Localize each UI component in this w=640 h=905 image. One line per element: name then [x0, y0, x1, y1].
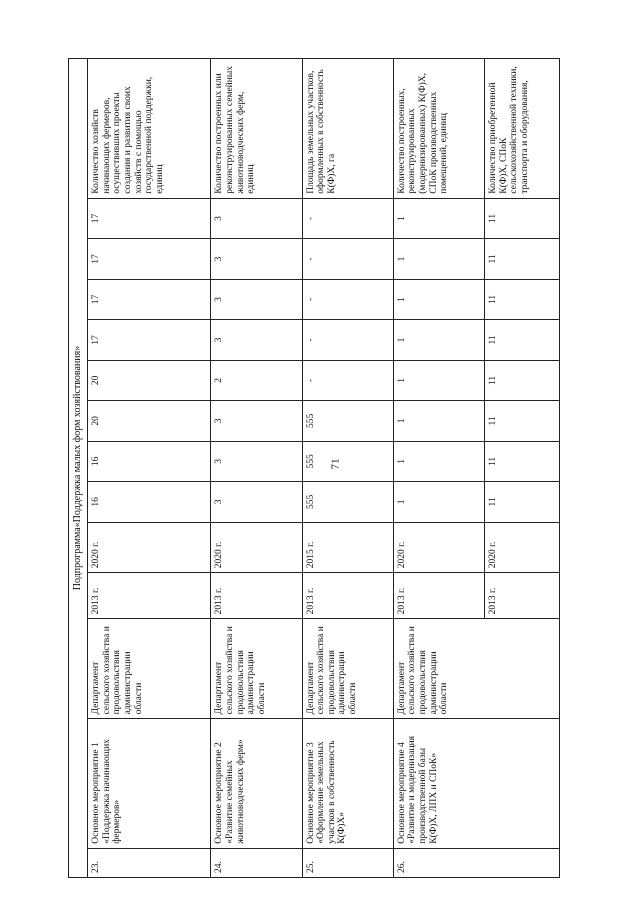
executor: Департамент сельского хозяйства и продовольствия администрации области [88, 619, 211, 719]
event-name: Основное мероприятие 3 «Оформление земельных участков в собственность К(Ф)Х» [302, 719, 393, 848]
executor: Департамент сельского хозяйства и продовольствия администрации области [393, 619, 559, 719]
value-cell: 20 [88, 401, 211, 441]
value-cell: 3 [211, 320, 302, 360]
indicator: Количество построенных, реконструированных (модернизированных) К(Ф)Х, СПоК производственных помещений, единиц [393, 59, 484, 199]
end-year: 2020 г. [484, 522, 559, 573]
value-cell: 555 [302, 401, 393, 441]
start-year: 2013 г. [484, 573, 559, 619]
value-cell: - [302, 239, 393, 279]
event-name: Основное мероприятие 1 «Поддержка начинающих фермеров» [88, 719, 211, 848]
value-cell: 555 [302, 482, 393, 522]
value-cell: 17 [88, 279, 211, 319]
executor: Департамент сельского хозяйства и продовольствия администрации области [302, 619, 393, 719]
value-cell: 3 [211, 401, 302, 441]
end-year: 2020 г. [211, 522, 302, 573]
executor: Департамент сельского хозяйства и продовольствия администрации области [211, 619, 302, 719]
value-cell: 11 [484, 239, 559, 279]
start-year: 2013 г. [211, 573, 302, 619]
value-cell: 11 [484, 441, 559, 481]
indicator: Площадь земельных участков, оформленных в собственность К(Ф)Х, га [302, 59, 393, 199]
value-cell: 11 [484, 360, 559, 400]
indicator: Количество построенных или реконструированных семейных животноводческих ферм, единиц [211, 59, 302, 199]
row-number: 25. [302, 848, 393, 877]
indicator: Количество приобретенной К(Ф)Х, СПоК сельскохозяйственной техники, транспорта и оборудования, [484, 59, 559, 199]
table-row [211, 59, 302, 878]
event-name: Основное мероприятие 2 «Развитие семейных животноводческих ферм» [211, 719, 302, 848]
value-cell: 16 [88, 441, 211, 481]
subprogram-table [68, 58, 560, 878]
row-number: 24. [211, 848, 302, 877]
value-cell: 17 [88, 198, 211, 238]
value-cell: 11 [484, 401, 559, 441]
value-cell: - [302, 320, 393, 360]
table-row [302, 59, 393, 878]
value-cell: 3 [211, 198, 302, 238]
start-year: 2013 г. [88, 573, 211, 619]
value-cell: 3 [211, 239, 302, 279]
page-number: 71 [329, 458, 342, 470]
value-cell: 17 [88, 239, 211, 279]
value-cell: 1 [393, 441, 484, 481]
value-cell: 17 [88, 320, 211, 360]
start-year: 2013 г. [393, 573, 484, 619]
value-cell: 20 [88, 360, 211, 400]
end-year: 2020 г. [393, 522, 484, 573]
value-cell: 11 [484, 482, 559, 522]
value-cell: - [302, 360, 393, 400]
value-cell: 1 [393, 198, 484, 238]
value-cell: 1 [393, 279, 484, 319]
value-cell: 1 [393, 401, 484, 441]
subprogram-title: Подпрограмма«Поддержка малых форм хозяйствования» [69, 59, 88, 878]
indicator: Количество хозяйств начинающих фермеров, осуществивших проекты создания и развития своих хозяйств с помощью государственной поддержки, единиц [88, 59, 211, 199]
table-row [393, 59, 484, 878]
value-cell: 3 [211, 441, 302, 481]
start-year: 2013 г. [302, 573, 393, 619]
event-name: Основное мероприятие 4 «Развитие и модернизация производственной базы К(Ф)Х, ЛПХ и СПоК» [393, 719, 559, 848]
value-cell: 1 [393, 360, 484, 400]
row-number: 26. [393, 848, 559, 877]
value-cell: 1 [393, 482, 484, 522]
value-cell: 1 [393, 239, 484, 279]
rotated-table-wrapper [68, 58, 560, 878]
value-cell: 1 [393, 320, 484, 360]
value-cell: 3 [211, 279, 302, 319]
value-cell: 3 [211, 482, 302, 522]
end-year: 2020 г. [88, 522, 211, 573]
value-cell: 11 [484, 198, 559, 238]
value-cell: 11 [484, 320, 559, 360]
value-cell: 555 [302, 441, 393, 481]
value-cell: 2 [211, 360, 302, 400]
end-year: 2015 г. [302, 522, 393, 573]
value-cell: - [302, 279, 393, 319]
value-cell: - [302, 198, 393, 238]
value-cell: 11 [484, 279, 559, 319]
row-number: 23. [88, 848, 211, 877]
table-row [88, 59, 211, 878]
value-cell: 16 [88, 482, 211, 522]
